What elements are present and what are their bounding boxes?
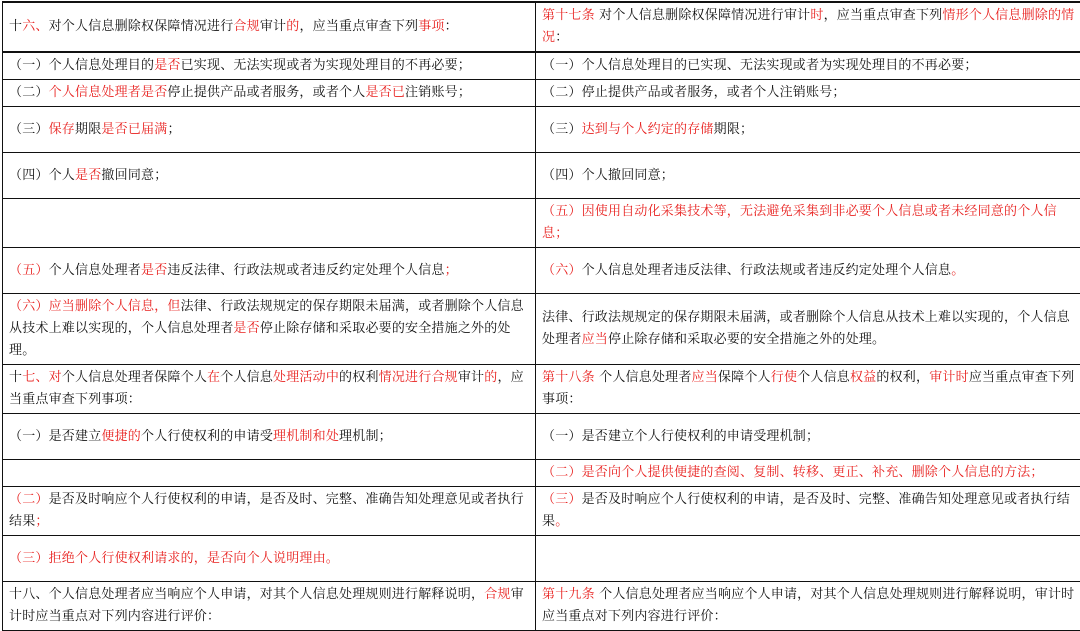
- changed-text: 审计时: [929, 370, 969, 385]
- table-row: [3, 582, 1080, 631]
- draft-clause-cell: [3, 536, 536, 582]
- final-clause-cell: [536, 52, 1080, 80]
- clause-text: 个人信息: [797, 370, 850, 385]
- changed-text: （三）拒绝个人行使权利请求的，是否向个人说明理由。: [9, 551, 339, 566]
- changed-text: 是否: [141, 263, 167, 278]
- changed-text: 第十七条: [542, 8, 595, 23]
- changed-text: 的: [286, 19, 299, 34]
- changed-text: 应当: [692, 370, 718, 385]
- table-row: [3, 365, 1080, 414]
- clause-text: 已实现、无法实现或者为实现处理目的不再必要；: [181, 58, 471, 73]
- table-row: [3, 294, 1080, 365]
- changed-text: 情况进行合规: [379, 370, 458, 385]
- draft-clause-cell: [3, 487, 536, 536]
- changed-text: 事项: [418, 19, 444, 34]
- changed-text: 行使: [771, 370, 797, 385]
- clause-text: （四）个人撤回同意；: [542, 168, 674, 183]
- table-row: [3, 487, 1080, 536]
- clause-text: 的权利: [339, 370, 379, 385]
- table-row: [3, 536, 1080, 582]
- final-clause-cell: [536, 460, 1080, 487]
- changed-text: 理机制和处: [273, 429, 339, 444]
- clause-text: 个人信息: [220, 370, 273, 385]
- final-clause-cell: [536, 107, 1080, 153]
- final-clause-cell: [536, 414, 1080, 460]
- changed-text: 第十八条: [542, 370, 595, 385]
- clause-text: 审计: [458, 370, 484, 385]
- clause-text: ，应当重点审查下列: [824, 8, 943, 23]
- changed-text: （二）: [9, 492, 49, 507]
- table-row: [3, 199, 1080, 248]
- draft-clause-cell: [3, 153, 536, 199]
- changed-text: 是否: [75, 168, 101, 183]
- table-row: [3, 248, 1080, 294]
- changed-text: 是否已届满: [101, 122, 167, 137]
- draft-clause-cell: [3, 365, 536, 414]
- clause-text: 个人信息处理者应当响应个人申请，对其个人信息处理规则进行解释说明，审计时应当重点对下列内容进行评价：: [542, 587, 1074, 624]
- draft-clause-cell: [3, 414, 536, 460]
- clause-text: 十八、个人信息处理者应当响应个人申请，对其个人信息处理规则进行解释说明，: [9, 587, 484, 602]
- changed-text: 合规: [484, 587, 510, 602]
- changed-text: 达到与个人约定的存储: [582, 122, 714, 137]
- table-row: [3, 107, 1080, 153]
- changed-text: 应当: [582, 332, 608, 347]
- changed-text: 是否: [233, 321, 259, 336]
- table-row: [3, 2, 1080, 52]
- table-row: [3, 414, 1080, 460]
- clause-text: （二）: [9, 85, 49, 100]
- changed-text: 第十九条: [542, 587, 595, 602]
- clause-text: 法律、行政法规规定的保存期限未届满，或者删除个人信息从技术上难以实现的，个人信息处理者: [9, 299, 524, 336]
- changed-text: 便捷的: [101, 429, 141, 444]
- changed-text: 时: [810, 8, 823, 23]
- final-clause-cell: [536, 487, 1080, 536]
- table-row: [3, 153, 1080, 199]
- changed-text: 六、: [22, 19, 48, 34]
- changed-text: （二）是否向个人提供便捷的查阅、复制、转移、更正、补充、删除个人信息的方法；: [542, 465, 1044, 480]
- clause-text: （二）停止提供产品或者服务，或者个人注销账号；: [542, 85, 846, 100]
- draft-clause-cell: [3, 460, 536, 487]
- changed-text: 在: [207, 370, 220, 385]
- clause-text: 十: [9, 19, 22, 34]
- clause-text: ，应当重点审查下列事项：: [9, 370, 524, 407]
- changed-text: 七、对: [22, 370, 62, 385]
- clause-text: ：: [555, 30, 568, 45]
- draft-clause-cell: [3, 199, 536, 248]
- changed-text: 。: [555, 514, 568, 529]
- clause-text: （一）是否建立: [9, 429, 101, 444]
- clause-text: 的权利，: [876, 370, 929, 385]
- clause-text: （三）: [9, 122, 49, 137]
- changed-text: ；: [35, 514, 48, 529]
- final-clause-cell: [536, 582, 1080, 631]
- clause-text: ；: [167, 122, 180, 137]
- draft-clause-cell: [3, 80, 536, 107]
- draft-clause-cell: [3, 52, 536, 80]
- clause-text: 个人信息处理者: [49, 263, 141, 278]
- clause-text: ，应当重点审查下列: [299, 19, 418, 34]
- changed-text: 权益: [850, 370, 876, 385]
- changed-text: 。: [951, 263, 964, 278]
- clause-text: 理机制；: [339, 429, 392, 444]
- changed-text: 保存: [49, 122, 75, 137]
- clause-text: （一）是否建立个人行使权利的申请受理机制；: [542, 429, 819, 444]
- draft-clause-cell: [3, 248, 536, 294]
- clause-text: 应当重点审查下列事项：: [542, 370, 1074, 407]
- clause-text: 撤回同意；: [101, 168, 167, 183]
- clause-text: 保障个人: [718, 370, 771, 385]
- clause-text: 对个人信息删除权保障情况进行: [49, 19, 234, 34]
- clause-text: （三）: [542, 122, 582, 137]
- clause-text: 是否及时响应个人行使权利的申请，是否及时、完整、准确告知处理意见或者执行结果: [542, 492, 1070, 529]
- clause-text: （一）个人信息处理目的已实现、无法实现或者为实现处理目的不再必要；: [542, 58, 978, 73]
- table-row: [3, 80, 1080, 107]
- draft-clause-cell: [3, 2, 536, 52]
- changed-text: 是否已: [365, 85, 405, 100]
- changed-text: 个人信息处理者是否: [49, 85, 168, 100]
- clause-text: 违反法律、行政法规或者违反约定处理个人信息: [167, 263, 444, 278]
- changed-text: （三）: [542, 492, 582, 507]
- clause-text: 法律、行政法规规定的保存期限未届满，或者删除个人信息从技术上难以实现的，个人信息处理者: [542, 310, 1070, 347]
- final-clause-cell: [536, 248, 1080, 294]
- changed-text: ；: [445, 263, 458, 278]
- draft-clause-cell: [3, 107, 536, 153]
- clause-text: 是否及时响应个人行使权利的申请，是否及时、完整、准确告知处理意见或者执行结果: [9, 492, 524, 529]
- changed-text: （六）: [542, 263, 582, 278]
- changed-text: 是否: [154, 58, 180, 73]
- table-row: [3, 52, 1080, 80]
- table-row: [3, 460, 1080, 487]
- final-clause-cell: [536, 80, 1080, 107]
- clause-text: 期限；: [714, 122, 754, 137]
- final-clause-cell: [536, 2, 1080, 52]
- clause-text: 十: [9, 370, 22, 385]
- final-clause-cell: [536, 536, 1080, 582]
- clause-text: ：: [445, 19, 458, 34]
- clause-text: 注销账号；: [405, 85, 471, 100]
- final-clause-cell: [536, 294, 1080, 365]
- table-body: [3, 2, 1080, 631]
- changed-text: 的: [484, 370, 497, 385]
- changed-text: 处理活动中: [273, 370, 339, 385]
- changed-text: （五）因使用自动化采集技术等，无法避免采集到非必要个人信息或者未经同意的个人信息；: [542, 204, 1057, 241]
- draft-clause-cell: [3, 582, 536, 631]
- changed-text: 情形个人信息删除的情况: [542, 8, 1074, 45]
- clause-text: 审计: [260, 19, 286, 34]
- draft-clause-cell: [3, 294, 536, 365]
- final-clause-cell: [536, 365, 1080, 414]
- changed-text: （六）应当删除个人信息，但: [9, 299, 181, 314]
- changed-text: （五）: [9, 263, 49, 278]
- clause-text: （一）个人信息处理目的: [9, 58, 154, 73]
- clause-text: （四）个人: [9, 168, 75, 183]
- clause-text: 个人行使权利的申请受: [141, 429, 273, 444]
- clause-text: 停止除存储和采取必要的安全措施之外的处理。: [608, 332, 885, 347]
- clause-text: 期限: [75, 122, 101, 137]
- comparison-table: [2, 1, 1080, 631]
- clause-text: 个人信息处理者保障个人: [62, 370, 207, 385]
- final-clause-cell: [536, 153, 1080, 199]
- final-clause-cell: [536, 199, 1080, 248]
- clause-text: 个人信息处理者: [595, 370, 692, 385]
- clause-text: 停止除存储和采取必要的安全措施之外的处理。: [9, 321, 511, 358]
- clause-text: 停止提供产品或者服务，或者个人: [167, 85, 365, 100]
- clause-text: 个人信息处理者违反法律、行政法规或者违反约定处理个人信息: [582, 263, 952, 278]
- clause-text: 审计时应当重点对下列内容进行评价：: [9, 587, 524, 624]
- changed-text: 合规: [233, 19, 259, 34]
- clause-text: 对个人信息删除权保障情况进行审计: [595, 8, 811, 23]
